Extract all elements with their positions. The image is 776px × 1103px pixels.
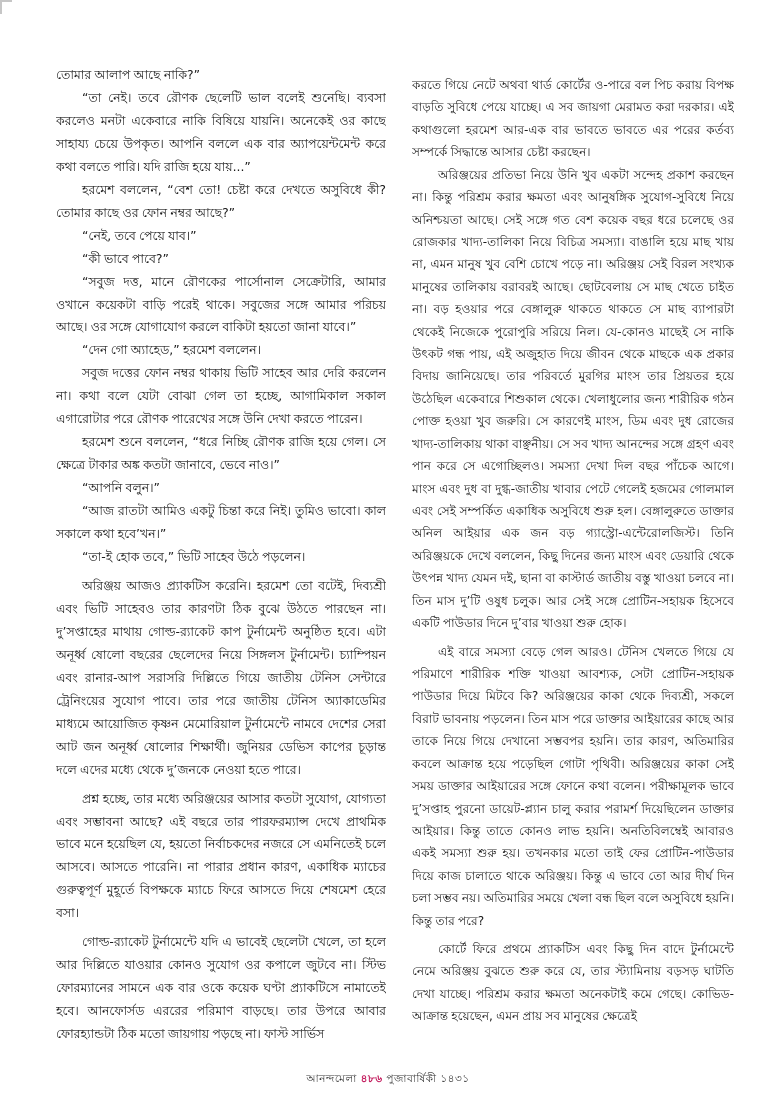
paragraph: কোর্টে ফিরে প্রথমে প্র্যাকটিস এবং কিছু দিন বাদে টুর্নামেন্টে নেমে অরিঞ্জয় বুঝতে শুরু করে যে, তার স্ট্যামিনায় বড়সড় ঘাটতি দেখা যাচ্ছে। পরিশ্রম করার ক্ষমতা অনেকটাই কমে গেছে। কোভিড-আক্রান্ত হয়েছেন, এমন প্রায় সব মানুষের ক্ষেত্রেই	[412, 942, 734, 1024]
paragraph: “কী ভাবে পাবে?”	[82, 250, 169, 266]
paragraph: “সবুজ দত্ত, মানে রৌণকের পার্সোনাল সেক্রেটারি, আমার ওখানে কয়েকটা বাড়ি পরেই থাকে। সবুজের সঙ্গে আমার পরিচয় আছে। ওর সঙ্গে যোগাযোগ করলে বাকিটা হয়তো জানা যাবে।”	[56, 273, 386, 335]
page-footer	[0, 1072, 776, 1089]
paragraph: প্রশ্ন হচ্ছে, তার মধ্যে অরিঞ্জয়ের আসার কতটা সুযোগ, যোগ্যতা এবং সম্ভাবনা আছে? এই বছরে তার পারফরম্যান্স দেখে প্রাথমিক ভাবে মনে হয়েছিল যে, হয়তো নির্বাচকদের নজরে সে এমনিতেই চলে আসবে। আসতে পারেনি। না পারার প্রধান কারণ, একাধিক ম্যাচের গুরুত্বপূর্ণ মুহূর্তে বিপক্ষকে ম্যাচে ফিরে আসতে দিয়ে শেষমেশ হেরে বসা।	[56, 790, 386, 921]
footer-issue-label: পুজাবার্ষিকী ১৪৩১	[386, 1073, 470, 1085]
paragraph: এই বারে সমস্যা বেড়ে গেল আরও। টেনিস খেলতে গিয়ে যে পরিমাণে শারীরিক শক্তি খাওয়া আবশ্যক, সেটা প্রোটিন-সহায়ক পাউডার দিয়ে মিটবে কি? অরিঞ্জয়ের কাকা থেকে দিব্যশ্রী, সকলে বিরাট ভাবনায় পড়লেন। তিন মাস পরে ডাক্তার আইয়ারের কাছে আর তাকে নিয়ে গিয়ে দেখানো সম্ভবপর হয়নি। তার কারণ, অতিমারির কবলে আক্রান্ত হয়ে পড়েছিল গোটা পৃথিবী। অরিঞ্জয়ের কাকা সেই সময় ডাক্তার আইয়ারের সঙ্গে ফোনে কথা বলেন। পরীক্ষামূলক ভাবে দু’সপ্তাহ পুরনো ডায়েট-প্ল্যান চালু করার পরামর্শ দিয়েছিলেন ডাক্তার আইয়ার। কিন্তু তাতে কোনও লাভ হয়নি। অনতিবিলম্বেই আবারও একই সমস্যা শুরু হয়। তখনকার মতো তাই ফের প্রোটিন-পাউডার দিয়ে কাজ চালাতে থাকে অরিঞ্জয়। কিন্তু এ ভাবে তো আর দীর্ঘ দিন চলা সম্ভব নয়। অতিমারির সময়ে খেলা বন্ধ ছিল বলে অসুবিধে হয়নি। কিন্তু তার পরে?	[412, 644, 734, 928]
paragraph: গোল্ড-র‍্যাকেট টুর্নামেন্টে যদি এ ভাবেই ছেলেটা খেলে, তা হলে আর দিল্লিতে যাওয়ার কোনও সুযোগ ওর কপালে জুটবে না। স্টিভ ফোরম্যানের সামনে এক বার ওকে কয়েক ঘণ্টা প্র্যাকটিসে নামাতেই হবে। আনফোর্সড এররের পরিমাণ বাড়ছে। তার উপরে আবার ফোরহ্যান্ডটা ঠিক মতো জায়গায় পড়ছে না। ফাস্ট সার্ভিস	[56, 934, 386, 1042]
footer-magazine-name: আনন্দমেলা	[306, 1073, 357, 1085]
paragraph: তোমার আলাপ আছে নাকি?”	[56, 67, 201, 82]
paragraph: “আপনি বলুন।”	[82, 480, 160, 496]
footer-page-number: ৪৮৬	[360, 1073, 383, 1085]
paragraph: অরিঞ্জয়ের প্রতিভা নিয়ে উনি খুব একটা সন্দেহ প্রকাশ করছেন না। কিন্তু পরিশ্রম করার ক্ষমতা এবং আনুষঙ্গিক সুযোগ-সুবিধে নিয়ে অনিশ্চয়তা আছে। সেই সঙ্গে গত বেশ কয়েক বছর ধরে চলেছে ওর রোজকার খাদ্য-তালিকা নিয়ে বিচিত্র সমস্যা। বাঙালি হয়ে মাছ খায় না, এমন মানুষ খুব বেশি চোখে পড়ে না। অরিঞ্জয় সেই বিরল সংখ্যক মানুষের তালিকায় বরাবরই আছে। ছোটবেলায় সে মাছ খেতে চাইত না। বড় হওয়ার পরে বেঙ্গালুরু থাকতে থাকতে সে মাছ ব্যাপারটা থেকেই নিজেকে পুরোপুরি সরিয়ে নিল। যে-কোনও মাছেই সে নাকি উৎকট গন্ধ পায়, এই অজুহাত দিয়ে জীবন থেকে মাছকে এক প্রকার বিদায় জানিয়েছে। তার পরিবর্তে মুরগির মাংস তার প্রিয়তর হয়ে উঠেছিল একেবারে শিশুকাল থেকে। খেলাধুলোর জন্য শারীরিক গঠন পোক্ত হওয়া খুব জরুরি। সে কারণেই মাংস, ডিম এবং দুধ রোজের খাদ্য-তালিকায় থাকা বাঞ্ছনীয়। সে সব খাদ্য আনন্দের সঙ্গে গ্রহণ এবং পান করে সে এগোচ্ছিলও। সমস্যা দেখা দিল বছর পাঁচেক আগে। মাংস এবং দুধ বা দুগ্ধ-জাতীয় খাবার পেটে গেলেই হজমের গোলমাল এবং সেই সম্পর্কিত একাধিক অসুবিধে শুরু হল। বেঙ্গালুরুতে ডাক্তার অনিল আইয়ার এক জন বড় গ্যাস্ট্রো-এন্টেরোলজিস্ট। তিনি অরিঞ্জয়কে দেখে বললেন, কিছু দিনের জন্য মাংস এবং ডেয়ারি থেকে উৎপন্ন খাদ্য যেমন দই, ছানা বা কাস্টার্ড জাতীয় বস্তু খাওয়া চলবে না। তিন মাস দু’টি ওষুধ চলুক। আর সেই সঙ্গে প্রোটিন-সহায়ক হিসেবে একটি পাউডার দিনে দু’বার খাওয়া শুরু হোক।	[412, 167, 734, 631]
right-text-column	[412, 74, 734, 1049]
paragraph: হরমেশ বললেন, “বেশ তো! চেষ্টা করে দেখতে অসুবিধে কী? তোমার কাছে ওর ফোন নম্বর আছে?”	[56, 181, 386, 220]
paragraph: “নেই, তবে পেয়ে যাব।”	[82, 227, 197, 243]
paragraph: “তা-ই হোক তবে,” ভিটি সাহেব উঠে পড়লেন।	[82, 549, 306, 565]
paragraph: “আজ রাতটা আমিও একটু চিন্তা করে নিই। তুমিও ভাবো। কাল সকালে কথা হবে’খন।”	[56, 503, 386, 542]
paragraph: “দেন গো অ্যাহেড,” হরমেশ বললেন।	[82, 342, 262, 358]
page-corner-mark	[0, 0, 12, 14]
left-text-column	[56, 64, 386, 1049]
paragraph: “তা নেই। তবে রৌণক ছেলেটি ভাল বলেই শুনেছি। ব্যবসা করলেও মনটা একেবারে নাকি বিষিয়ে যায়নি। অনেকেই ওর কাছে সাহায্য চেয়ে উপকৃত। আপনি বললে এক বার অ্যাপয়েন্টমেন্ট করে কথা বলতে পারি। যদি রাজি হয়ে যায়...”	[56, 89, 386, 174]
paragraph: করতে গিয়ে নেটে অথবা থার্ড কোর্টের ও-পারে বল পিচ করায় বিপক্ষ বাড়তি সুবিধে পেয়ে যাচ্ছে। এ সব জায়গা মেরামত করা দরকার। এই কথাগুলো হরমেশ আর-এক বার ভাবতে ভাবতে এর পরের কর্তব্য সম্পর্কে সিদ্ধান্তে আসার চেষ্টা করছেন।	[412, 78, 734, 160]
paragraph: সবুজ দত্তের ফোন নম্বর থাকায় ভিটি সাহেব আর দেরি করলেন না। কথা বলে যেটা বোঝা গেল তা হচ্ছে, আগামিকাল সকাল এগারোটার পরে রৌণক পারেখের সঙ্গে উনি দেখা করতে পারেন।	[56, 365, 386, 427]
paragraph: হরমেশ শুনে বললেন, “ধরে নিচ্ছি রৌণক রাজি হয়ে গেল। সে ক্ষেত্রে টাকার অঙ্ক কতটা জানাবে, ভেবে নাও।”	[56, 434, 386, 473]
paragraph: অরিঞ্জয় আজও প্র্যাকটিস করেনি। হরমেশ তো বটেই, দিব্যশ্রী এবং ভিটি সাহেবও তার কারণটা ঠিক বুঝে উঠতে পারছেন না। দু’সপ্তাহের মাথায় গোল্ড-র‍্যাকেট কাপ টুর্নামেন্ট অনুষ্ঠিত হবে। এটা অনূর্ধ্ব ষোলো বছরের ছেলেদের নিয়ে সিঙ্গলস টুর্নামেন্ট। চ্যাম্পিয়ন এবং রানার-আপ সরাসরি দিল্লিতে গিয়ে জাতীয় টেনিস সেন্টারে ট্রেনিংয়ের সুযোগ পাবে। তার পরে জাতীয় টেনিস অ্যাকাডেমির মাধ্যমে আয়োজিত কৃষ্ণন মেমোরিয়াল টুর্নামেন্টে নামবে দেশের সেরা আট জন অনূর্ধ্ব ষোলোর শিক্ষার্থী। জুনিয়র ডেভিস কাপের চূড়ান্ত দলে এদের মধ্যে থেকে দু’জনকে নেওয়া হতে পারে।	[56, 577, 386, 777]
